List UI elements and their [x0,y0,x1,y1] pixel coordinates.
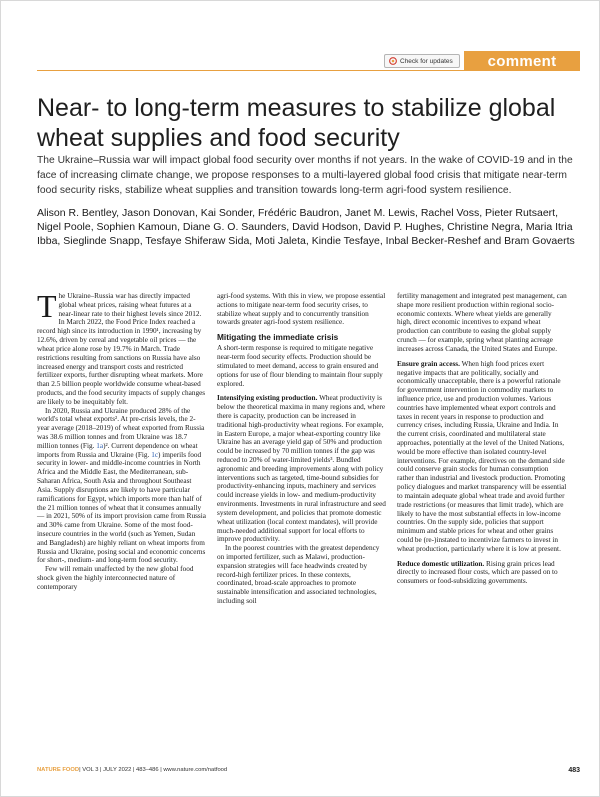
body-text: )². Current dependence on wheat imports from Russia and Ukraine (Fig. [37,441,198,459]
body-text: In 2020, Russia and Ukraine produced 28% of the world's total wheat exports². At pre-crisis levels, the 2-year average (2018–2019) of wheat exported from Russia was 38.6 million tonnes and from Ukraine was 18.7 million tonnes (Fig. [37,406,205,450]
body-text: Wheat productivity is below the theoretical maxima in many regions and, where there is capacity, production can be increased in traditional high-productivity wheat regions. For example, in Eastern Europe, a major wheat-exporting country like Ukraine has an average yield gap of 50% and production could be increased by 70 million tonnes if the gap was reduced to 20% of water-limited yields³. Bundled agronomic and breeding improvements along with policy interventions such as targeted, time-bound subsidies for productivity-enhancing inputs, machinery and services could increase yields in low- and medium-productivity environments. Investments in rural infrastructure and seed system development, and policies that promote domestic wheat utilization (local context mandates), will provide much-needed additional support for local efforts to improve productivity. [217,394,386,544]
body-paragraph [397,360,567,554]
journal-name: NATURE FOOD [37,767,80,773]
author-list: Alison R. Bentley, Jason Donovan, Kai Sonder, Frédéric Baudron, Janet M. Lewis, Rachel Voss, Pieter Rutsaert, Nigel Poole, Sophien Kamoun, Diane G. O. Saunders, David Hodson, David P. Hughes, Christine Negra, Maria Itria Ibba, Sieglinde Snapp, Tesfaye Shiferaw Sida, Moti Jaleta, Kindie Tesfaye, Inbal Becker-Reshef and Bram Govaerts [37,207,575,247]
figure-link[interactable]: 1a [96,441,104,450]
issue-info: | VOL 3 | JULY 2022 | 483–486 | www.nature.com/natfood [79,767,228,773]
column-3 [397,292,567,586]
drop-cap: T [37,288,57,324]
update-check-icon [389,57,397,65]
header-rule [37,70,580,71]
body-paragraph: In the poorest countries with the greatest dependency on imported fertilizer, such as Malawi, production-expansion strategies will face headwinds created by record-high fertilizer prices. In these contexts, coordinated, broad-scale approaches to promote sustainable intensification and associated technologies, including soil [217,544,380,605]
column-1 [37,288,207,592]
article-title: Near- to long-term measures to stabilize global wheat supplies and food security [37,94,556,152]
body-paragraph: Few will remain unaffected by the new global food shock given the highly interconnected nature of contemporary [37,565,194,591]
intro-paragraph [37,288,207,407]
body-paragraph: agri-food systems. With this in view, we propose essential actions to mitigate near-term food security crises, to stabilize wheat supply and to concurrently transition towards greater agri-food system resilience. [217,292,386,327]
body-paragraph [217,394,387,544]
column-2 [217,292,387,606]
standfirst: The Ukraine–Russia war will impact global food security over months if not years. In the wake of COVID-19 and in the face of increasing climate change, we propose responses to a multi-layered global food crisis that mitigate near-term food security risks, stabilize wheat supplies and transition towards long-term agri-food system resilience. [37,155,573,196]
check-for-updates-button[interactable] [384,54,460,68]
body-text: When high food prices exert negative impacts that are politically, socially and economically unacceptable, there is a powerful rationale for government intervention in commodity markets to influence price, use and production volumes. Various countries have implemented wheat export controls and taxes in recent years in response to production and currency crises, including Russia, Ukraine and India. In the current crisis, coordinated and multilateral state approaches, potentially at the level of the United Nations, would be more effective than isolated country-level interventions. For example, directives on the demand side could conserve grain stocks for human consumption rather than industrial and livestock production. Promoting policy dialogues and market transparency will be essential to maintain adequate global wheat trade and avoid further trade restrictions (or measures that limit trade), which are likely to have the most substantial effects in low-income countries. On the supply side, policies that support minimum and stable prices for wheat and other grains could be (re-)instated to incentivize farmers to invest in wheat production, particularly where it is low at present. [397,359,567,553]
section-tab: comment [464,51,580,71]
run-in-heading: Ensure grain access. [397,359,460,368]
intro-text: he Ukraine–Russia war has directly impacted global wheat prices, raising wheat futures at a near-linear rate to their highest levels since 2012. In March 2022, the Food Price Index reached a record high since its introduction in 1990¹, increasing by 12.6%, driven by cereal and vegetable oil prices — the wheat price alone rose by 19.7% in March. Trade restrictions resulting from sanctions on Russia have also increased energy and transport costs and restricted fertilizer exports, further disrupting wheat markets. More than 2.5 billion people worldwide consume wheat-based products, and the food security impacts of supply changes are likely to be inequitably felt. [37,292,206,406]
body-paragraph [37,407,207,566]
run-in-heading: Intensifying existing production. [217,394,318,403]
page-number: 483 [568,766,580,774]
body-paragraph: fertility management and integrated pest management, can shape more resilient production within regional socio-economic contexts. Where wheat yields are generally high, direct economic incentives to expand wheat production can contribute to easing the global supply crunch — for example, spring wheat planting acreage increases across Canada, the United States and Europe. [397,292,567,353]
page-footer [37,764,580,776]
body-text: ) imperils food security in lower- and middle-income countries in North Africa and the Middle East, the Mediterranean, sub-Saharan Africa, South Asia and throughout Southeast Asia. Supply disruptions are likely to have particular ramifications for Egypt, which imports more than half of the 21 million tonnes of wheat that it consumes annually — in 2021, 50% of its import provision came from Russia and 30% came from Ukraine. Some of the most food-insecure countries in the world (such as Yemen, Sudan and Bangladesh) are highly reliant on wheat imports from Russia and Ukraine, posing social and economic concerns for short-, medium- and long-term food security. [37,450,206,565]
body-paragraph [397,560,567,586]
body-paragraph: A short-term response is required to mitigate negative near-term food security effects. Production should be stimulated to meet demand, access to grain ensured and options for use of flour blending to maintain flour supply explored. [217,344,383,388]
section-heading: Mitigating the immediate crisis [217,332,339,343]
figure-link[interactable]: 1c [151,450,159,459]
check-for-updates-label: Check for updates [400,57,453,65]
body-text: Rising grain prices lead directly to increased flour costs, which are passed on to consumers or food-subsidizing governments. [397,559,558,586]
run-in-heading: Reduce domestic utilization. [397,559,485,568]
